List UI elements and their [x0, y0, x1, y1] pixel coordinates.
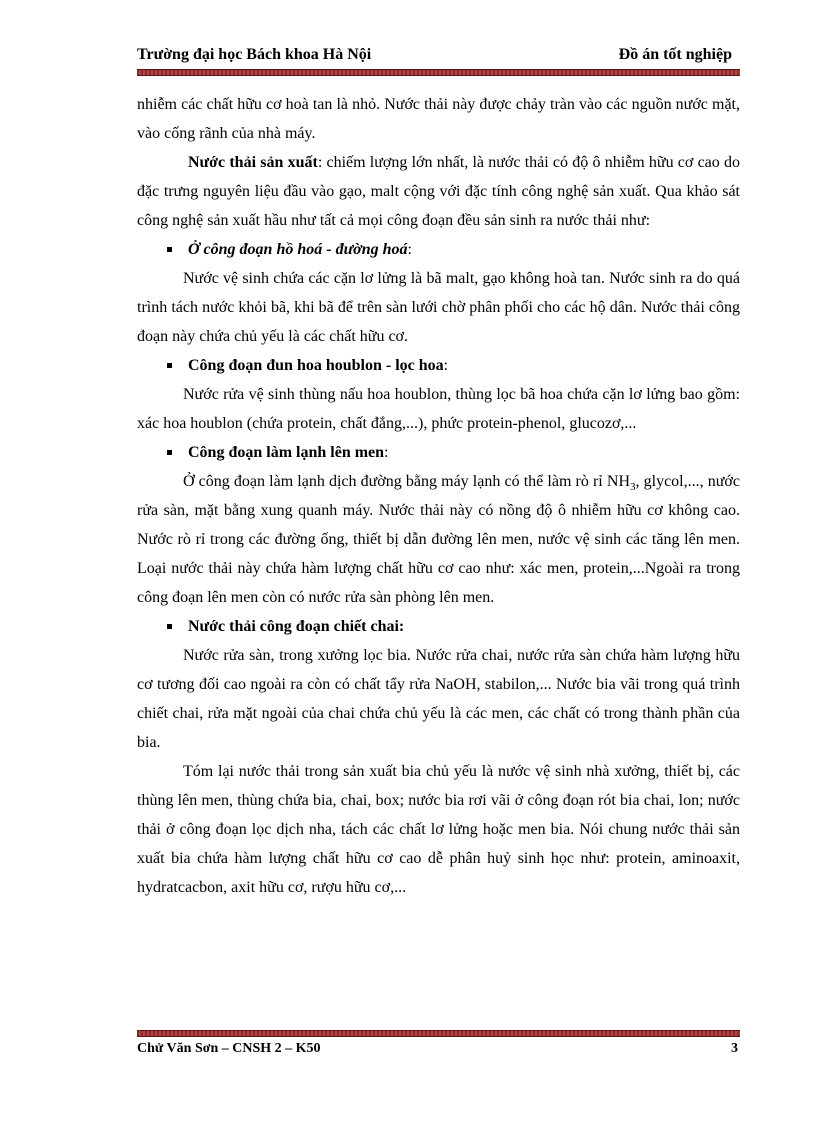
bullet-heading-4-title: Nước thải công đoạn chiết chai:	[188, 618, 405, 635]
bullet-heading-2-colon: :	[443, 357, 449, 374]
paragraph-2-heading: Nước thải sản xuất	[188, 154, 318, 171]
bullet-square-icon	[167, 247, 172, 252]
bullet-heading-3	[137, 438, 740, 467]
document-body	[137, 90, 740, 902]
paragraph-5-start: Ở công đoạn làm lạnh dịch đường bằng máy lạnh có thể làm rò rỉ NH	[183, 473, 630, 490]
bullet-heading-2-title: Công đoạn đun hoa houblon - lọc hoa	[188, 357, 444, 374]
bullet-square-icon	[167, 363, 172, 368]
paragraph-7: Tóm lại nước thải trong sản xuất bia chủ yếu là nước vệ sinh nhà xưởng, thiết bị, các thùng lên men, thùng chứa bia, chai, box; nước bia rơi vãi ở công đoạn rót bia chai, lon; nước thải ở công đoạn lọc dịch nha, tách các chất lơ lửng hoặc men bia. Nói chung nước thải sản xuất bia chứa hàm lượng chất hữu cơ cao dễ phân huỷ sinh học như: protein, aminoaxit, hydratcacbon, axit hữu cơ, rượu hữu cơ,...	[137, 763, 740, 896]
paragraph-6: Nước rửa sàn, trong xưởng lọc bia. Nước rửa chai, nước rửa sàn chứa hàm lượng hữu cơ tương đối cao ngoài ra còn có chất tẩy rửa NaOH, stabilon,... Nước bia vãi trong quá trình chiết chai, rửa mặt ngoài của chai chứa chủ yếu là các men, các chất có trong thành phần của bia.	[137, 647, 740, 751]
paragraph-4: Nước rửa vệ sinh thùng nấu hoa houblon, thùng lọc bã hoa chứa cặn lơ lửng bao gồm: xác hoa houblon (chứa protein, chất đắng,...), phức protein-phenol, glucozơ,...	[137, 386, 740, 432]
bullet-heading-2	[137, 351, 740, 380]
paragraph-3: Nước vệ sinh chứa các cặn lơ lửng là bã malt, gạo không hoà tan. Nước sinh ra do quá trình tách nước khỏi bã, khi bã để trên sàn lưới chờ phân phối cho các hộ dân. Nước thải công đoạn này chứa chủ yếu là các chất hữu cơ.	[137, 270, 740, 345]
footer-divider	[137, 1030, 740, 1037]
header-doc-type: Đồ án tốt nghiệp	[618, 46, 732, 63]
page-footer	[137, 1041, 740, 1061]
paragraph-1: nhiễm các chất hữu cơ hoà tan là nhỏ. Nước thải này được chảy tràn vào các nguồn nước mặt, vào cống rãnh của nhà máy.	[137, 96, 740, 142]
page-header	[137, 46, 740, 68]
header-divider	[137, 69, 740, 76]
header-university: Trường đại học Bách khoa Hà Nội	[137, 46, 372, 63]
bullet-heading-3-colon: :	[384, 444, 389, 461]
subscript-3: 3	[630, 481, 636, 494]
paragraph-2	[137, 148, 740, 235]
paragraph-2-text: : chiếm lượng lớn nhất, là nước thải có độ ô nhiễm hữu cơ cao do đặc trưng nguyên liệu đầu vào gạo, malt cộng với đặc tính công nghệ sản xuất. Qua khảo sát công nghệ sản xuất hầu như tất cả mọi công đoạn đều sản sinh ra nước thải như:	[137, 154, 741, 229]
bullet-heading-1-colon: :	[407, 241, 412, 258]
footer-author: Chử Văn Sơn – CNSH 2 – K50	[137, 1041, 321, 1056]
bullet-square-icon	[167, 624, 172, 629]
page-number: 3	[731, 1041, 738, 1056]
bullet-heading-4	[137, 612, 740, 641]
bullet-heading-1-title: Ở công đoạn hồ hoá - đường hoá	[188, 241, 408, 258]
bullet-heading-3-title: Công đoạn làm lạnh lên men	[188, 444, 385, 461]
bullet-square-icon	[167, 450, 172, 455]
paragraph-5	[137, 467, 740, 612]
paragraph-5-end: , glycol,..., nước rửa sàn, mặt bằng xung quanh máy. Nước thải này có nồng độ ô nhiễm hữu cơ không cao. Nước rò rỉ trong các đường ống, thiết bị dẫn đường lên men, nước vệ sinh các tăng lên men. Loại nước thải này chứa hàm lượng chất hữu cơ cao như: xác men, protein,...Ngoài ra trong công đoạn lên men còn có nước rửa sàn phòng lên men.	[137, 473, 740, 606]
bullet-heading-1	[137, 235, 740, 264]
